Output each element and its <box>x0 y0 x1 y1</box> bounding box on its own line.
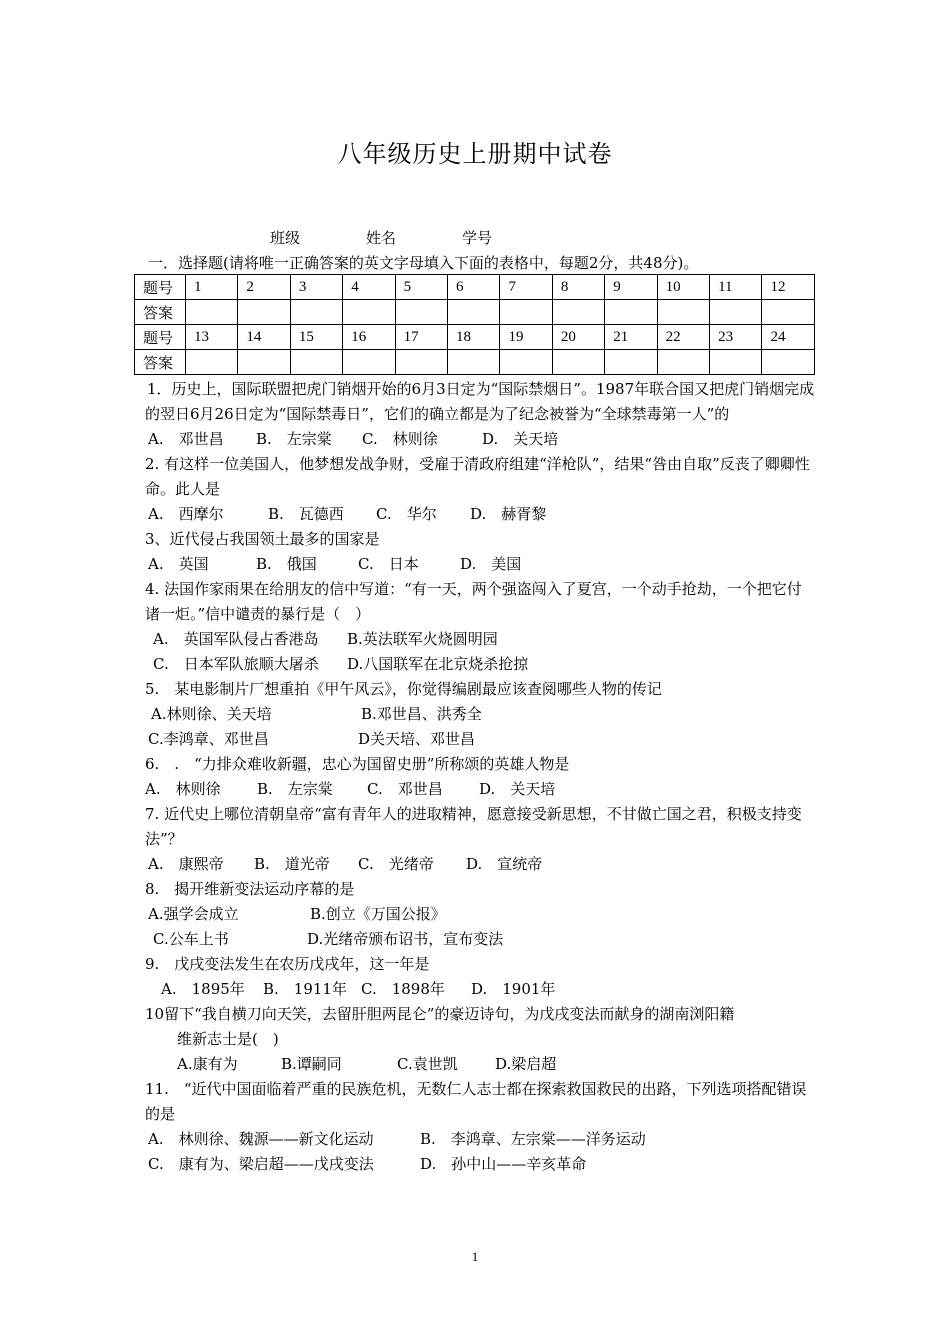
option: D. 关天培 <box>482 430 559 448</box>
name-label: 姓名 <box>366 229 397 247</box>
table-cell: 4 <box>343 275 395 300</box>
option: A. 英国军队侵占香港岛 <box>153 630 319 648</box>
answer-cell[interactable] <box>395 300 447 325</box>
option: A. 林则徐、魏源——新文化运动 <box>148 1130 374 1148</box>
table-cell: 7 <box>500 275 552 300</box>
table-header-cell: 答案 <box>135 350 186 375</box>
option: B. 俄国 <box>256 555 317 573</box>
answer-cell[interactable] <box>710 350 762 375</box>
table-cell: 5 <box>395 275 447 300</box>
table-cell: 14 <box>238 325 290 350</box>
question-2: 2. 有这样一位美国人，他梦想发战争财，受雇于清政府组建“洋枪队”，结果“咎由自取”反丧了卿卿性命。此人是 <box>145 455 810 498</box>
option: C. 林则徐 <box>362 430 438 448</box>
option: D. 孙中山——辛亥革命 <box>420 1155 587 1173</box>
question-9: 9. 戊戌变法发生在农历戊戌年，这一年是 <box>145 955 430 973</box>
table-cell: 23 <box>710 325 762 350</box>
answer-cell[interactable] <box>186 350 238 375</box>
option: C.袁世凯 <box>397 1055 458 1073</box>
option: B. 1911年 <box>263 980 347 998</box>
student-info <box>270 227 558 248</box>
answer-cell[interactable] <box>552 300 604 325</box>
option: B.英法联军火烧圆明园 <box>347 630 498 648</box>
answer-cell[interactable] <box>500 350 552 375</box>
question-6: 6. . “力排众难收新疆，忠心为国留史册”所称颂的英雄人物是 <box>145 755 570 773</box>
question-1: 1．历史上，国际联盟把虎门销烟开始的6月3日定为“国际禁烟日”。1987年联合国又把虎门销烟完成的翌日6月26日定为“国际禁毒日”，它们的确立都是为了纪念被誉为“全球禁毒第一人”的 <box>145 380 815 423</box>
option: B. 道光帝 <box>254 855 330 873</box>
table-header-cell: 题号 <box>135 325 186 350</box>
option: A. 西摩尔 <box>148 505 224 523</box>
options-5b <box>145 727 815 752</box>
section-heading: 一．选择题(请将唯一正确答案的英文字母填入下面的表格中，每题2分，共48分)。 <box>148 254 699 272</box>
option: D.八国联军在北京烧杀抢掠 <box>347 655 529 673</box>
option: C. 日本 <box>358 555 419 573</box>
options-5a <box>145 702 815 727</box>
option: C. 光绪帝 <box>358 855 434 873</box>
options-8a <box>145 902 815 927</box>
question-4: 4. 法国作家雨果在给朋友的信中写道：“有一天，两个强盗闯入了夏宫，一个动手抢劫，一个把它付诸一炬。”信中谴责的暴行是（ ） <box>145 580 802 623</box>
answer-cell[interactable] <box>343 350 395 375</box>
option: D关天培、邓世昌 <box>358 730 476 748</box>
table-row <box>135 300 815 325</box>
table-cell: 12 <box>762 275 815 300</box>
answer-table <box>134 274 815 375</box>
table-cell: 16 <box>343 325 395 350</box>
options-6 <box>145 777 815 802</box>
options-9 <box>145 977 815 1002</box>
option: D.光绪帝颁布诏书，宣布变法 <box>307 930 504 948</box>
question-11: 11. “近代中国面临着严重的民族危机，无数仁人志士都在探索救国救民的出路，下列选项搭配错误的是 <box>145 1080 807 1123</box>
question-8: 8. 揭开维新变法运动序幕的是 <box>145 880 355 898</box>
option: C. 邓世昌 <box>367 780 443 798</box>
table-header-cell: 答案 <box>135 300 186 325</box>
options-4a <box>145 627 815 652</box>
option: C.公车上书 <box>153 930 229 948</box>
table-cell: 6 <box>448 275 500 300</box>
table-cell: 24 <box>762 325 815 350</box>
option: B.谭嗣同 <box>281 1055 342 1073</box>
table-cell: 8 <box>552 275 604 300</box>
page-number: 1 <box>471 1249 479 1264</box>
options-1 <box>145 427 815 452</box>
options-10 <box>145 1052 815 1077</box>
answer-cell[interactable] <box>762 300 815 325</box>
options-2 <box>145 502 815 527</box>
table-cell: 15 <box>290 325 342 350</box>
table-header-cell: 题号 <box>135 275 186 300</box>
option: A. 英国 <box>148 555 209 573</box>
answer-cell[interactable] <box>552 350 604 375</box>
table-cell: 13 <box>186 325 238 350</box>
table-cell: 21 <box>605 325 657 350</box>
answer-cell[interactable] <box>605 350 657 375</box>
table-cell: 1 <box>186 275 238 300</box>
option: B. 李鸿章、左宗棠——洋务运动 <box>420 1130 646 1148</box>
option: C. 华尔 <box>376 505 437 523</box>
answer-cell[interactable] <box>343 300 395 325</box>
option: D. 关天培 <box>479 780 556 798</box>
option: B. 左宗棠 <box>256 430 332 448</box>
table-cell: 18 <box>448 325 500 350</box>
answer-cell[interactable] <box>290 350 342 375</box>
answer-cell[interactable] <box>448 350 500 375</box>
options-4b <box>145 652 815 677</box>
option: B.创立《万国公报》 <box>310 905 446 923</box>
answer-cell[interactable] <box>500 300 552 325</box>
option: C.李鸿章、邓世昌 <box>148 730 269 748</box>
option: B. 瓦德西 <box>268 505 344 523</box>
answer-cell[interactable] <box>762 350 815 375</box>
option: D. 赫胥黎 <box>470 505 547 523</box>
answer-cell[interactable] <box>657 300 709 325</box>
option: A.康有为 <box>177 1055 238 1073</box>
question-5: 5. 某电影制片厂想重拍《甲午风云》，你觉得编剧最应该查阅哪些人物的传记 <box>145 680 662 698</box>
option: D.梁启超 <box>495 1055 557 1073</box>
answer-cell[interactable] <box>710 300 762 325</box>
option: A.林则徐、关天培 <box>151 705 272 723</box>
option: C. 1898年 <box>361 980 445 998</box>
question-10: 10留下“我自横刀向天笑，去留肝胆两昆仑”的豪迈诗句，为戊戌变法而献身的湖南浏阳籍 <box>145 1005 735 1023</box>
question-7: 7. 近代史上哪位清朝皇帝“富有青年人的进取精神，愿意接受新思想，不甘做亡国之君，积极支持变法”？ <box>145 805 802 848</box>
answer-cell[interactable] <box>238 300 290 325</box>
option: D. 美国 <box>460 555 522 573</box>
option: B. 左宗棠 <box>257 780 333 798</box>
question-3: 3、近代侵占我国领土最多的国家是 <box>145 530 380 548</box>
answer-cell[interactable] <box>238 350 290 375</box>
page-title: 八年级历史上册期中试卷 <box>337 140 613 168</box>
option: A. 林则徐 <box>145 780 221 798</box>
answer-cell[interactable] <box>448 300 500 325</box>
options-8b <box>145 927 815 952</box>
class-label: 班级 <box>270 229 301 247</box>
table-cell: 20 <box>552 325 604 350</box>
question-list <box>145 377 815 1177</box>
option: A. 康熙帝 <box>148 855 224 873</box>
option: D. 宣统帝 <box>466 855 543 873</box>
options-11b <box>145 1152 815 1177</box>
answer-cell[interactable] <box>186 300 238 325</box>
answer-cell[interactable] <box>290 300 342 325</box>
table-cell: 9 <box>605 275 657 300</box>
table-cell: 11 <box>710 275 762 300</box>
option: B.邓世昌、洪秀全 <box>361 705 482 723</box>
table-cell: 19 <box>500 325 552 350</box>
option: A. 邓世昌 <box>148 430 224 448</box>
table-cell: 3 <box>290 275 342 300</box>
option: C. 日本军队旅顺大屠杀 <box>153 655 319 673</box>
number-label: 学号 <box>462 229 493 247</box>
options-11a <box>145 1127 815 1152</box>
option: D. 1901年 <box>471 980 556 998</box>
table-cell: 10 <box>657 275 709 300</box>
option: A.强学会成立 <box>148 905 239 923</box>
answer-cell[interactable] <box>605 300 657 325</box>
table-row <box>135 325 815 350</box>
options-7 <box>145 852 815 877</box>
table-cell: 2 <box>238 275 290 300</box>
table-row <box>135 275 815 300</box>
answer-cell[interactable] <box>395 350 447 375</box>
table-cell: 22 <box>657 325 709 350</box>
answer-cell[interactable] <box>657 350 709 375</box>
option: A. 1895年 <box>161 980 245 998</box>
question-10-cont: 维新志士是( ) <box>177 1030 279 1048</box>
table-row <box>135 350 815 375</box>
option: C. 康有为、梁启超——戊戌变法 <box>148 1155 374 1173</box>
options-3 <box>145 552 815 577</box>
table-cell: 17 <box>395 325 447 350</box>
